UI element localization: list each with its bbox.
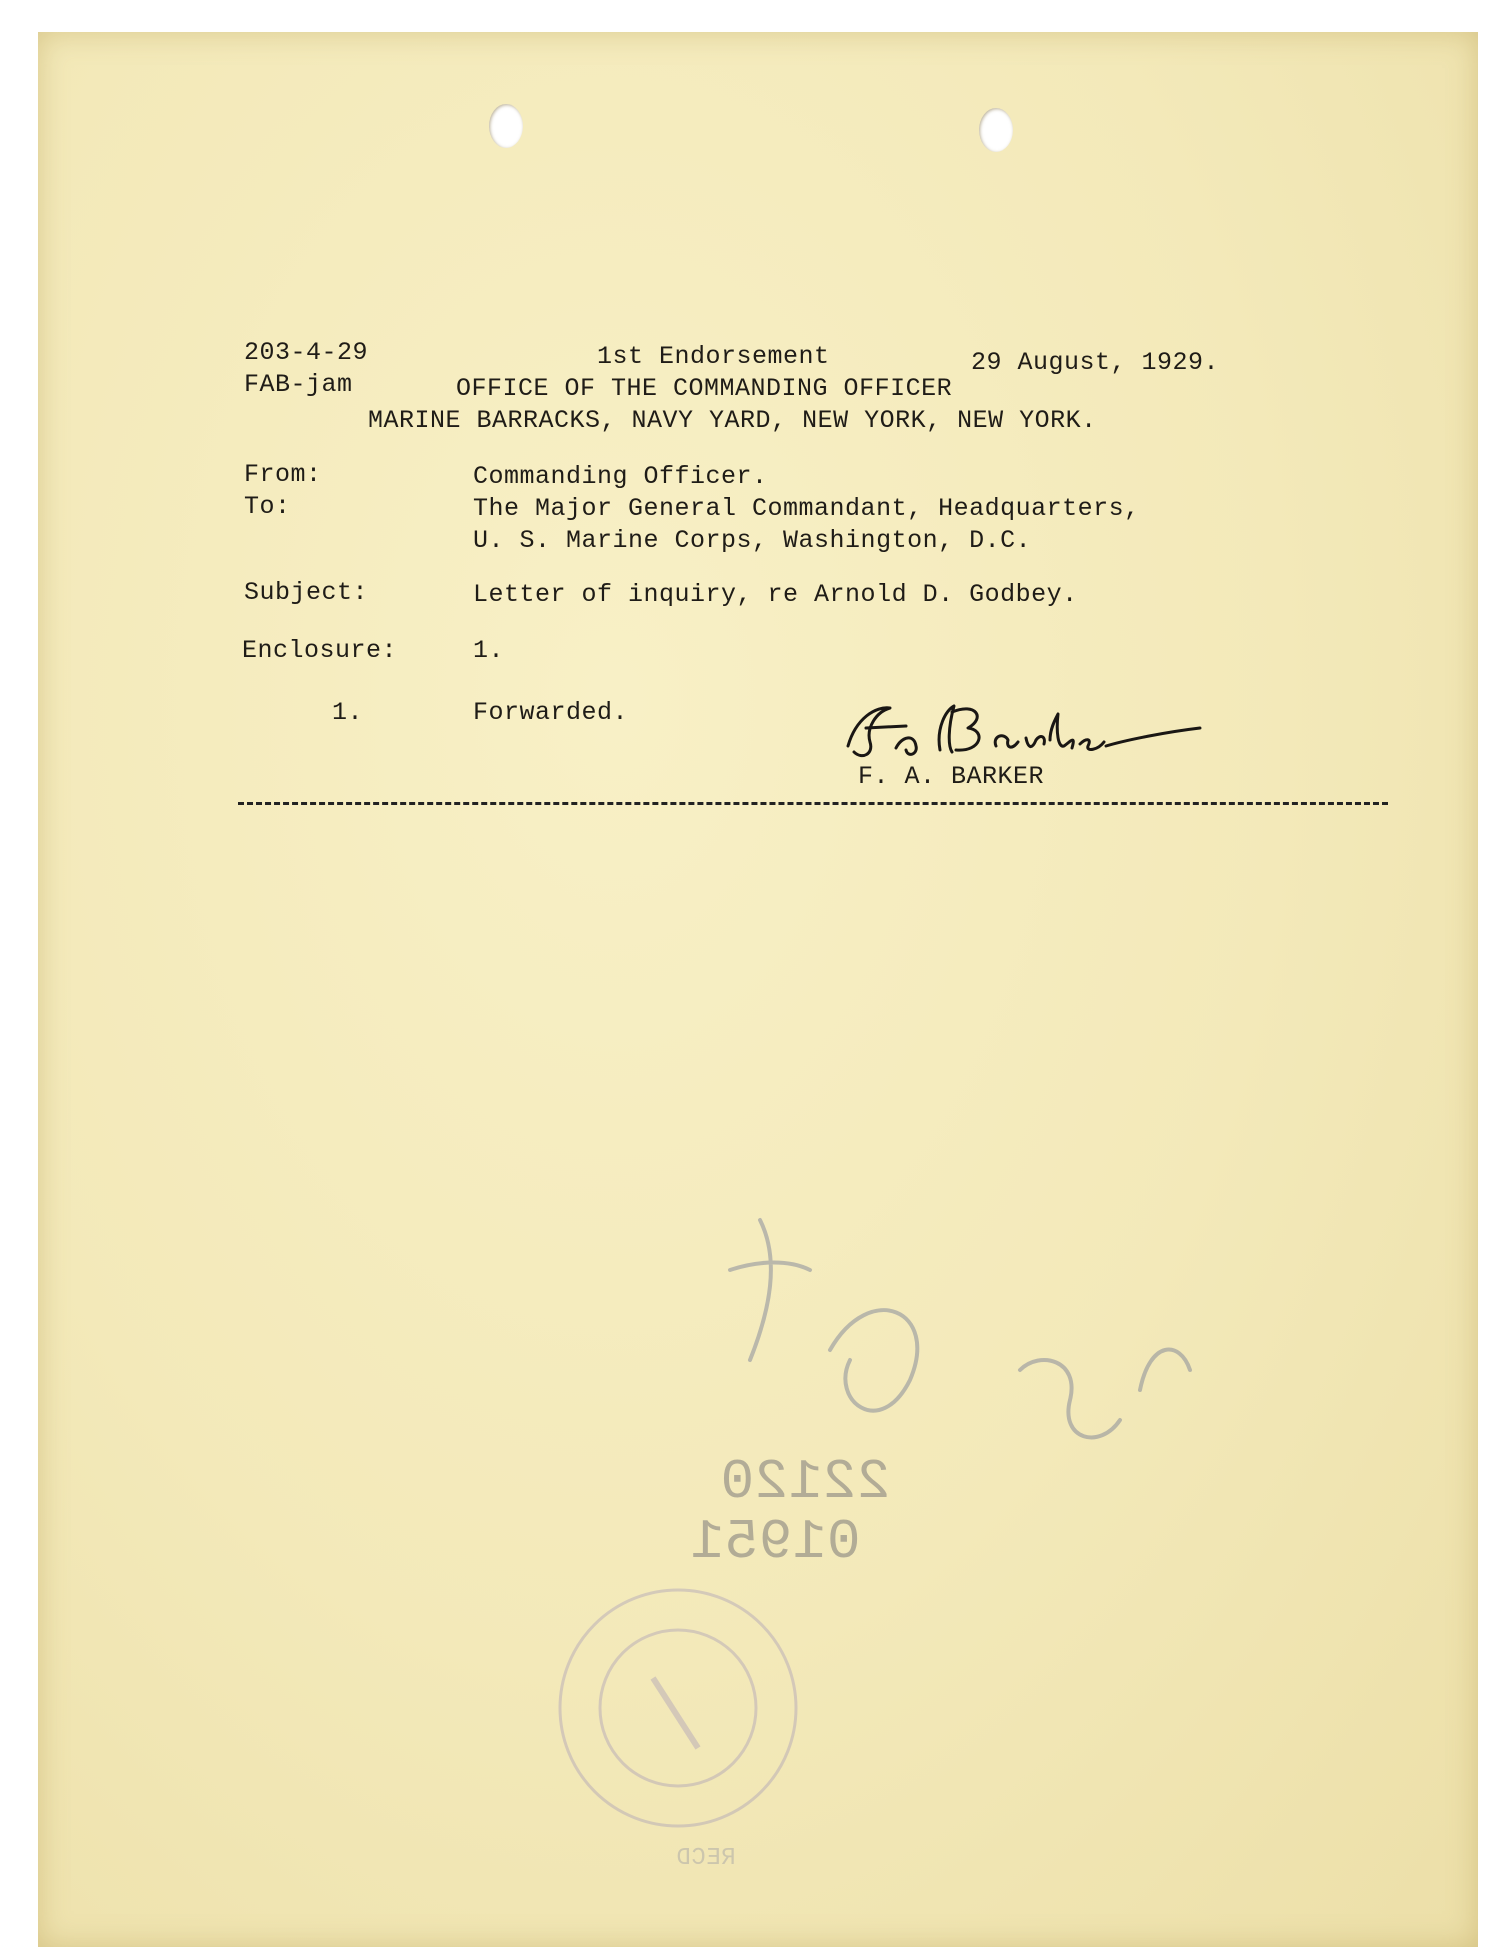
office-location: MARINE BARRACKS, NAVY YARD, NEW YORK, NEW YORK. xyxy=(368,406,1097,435)
stamp-label: RECD xyxy=(676,1845,736,1872)
paragraph-number: 1. xyxy=(332,698,364,727)
separator-line xyxy=(238,802,1388,805)
office-title: OFFICE OF THE COMMANDING OFFICER xyxy=(456,374,953,403)
enclosure-label: Enclosure: xyxy=(242,636,398,665)
to-line-2: U. S. Marine Corps, Washington, D.C. xyxy=(473,526,1032,555)
file-number: 203-4-29 xyxy=(244,338,369,367)
show-through-number-1: 22120 xyxy=(720,1450,891,1514)
typed-signature-name: F. A. BARKER xyxy=(858,762,1045,791)
subject-value: Letter of inquiry, re Arnold D. Godbey. xyxy=(473,580,1078,609)
typist-initials: FAB-jam xyxy=(244,370,353,399)
from-label: From: xyxy=(244,460,322,489)
to-line-1: The Major General Commandant, Headquarters, xyxy=(473,494,1140,523)
endorsement-title: 1st Endorsement xyxy=(597,342,830,371)
punch-hole-left xyxy=(489,104,523,148)
show-through-number-2: 01951 xyxy=(690,1510,861,1574)
subject-label: Subject: xyxy=(244,578,369,607)
received-stamp xyxy=(548,1578,808,1838)
to-label: To: xyxy=(244,492,291,521)
punch-hole-right xyxy=(979,108,1013,152)
paragraph-text: Forwarded. xyxy=(473,698,629,727)
from-value: Commanding Officer. xyxy=(473,462,768,491)
enclosure-value: 1. xyxy=(473,636,505,665)
endorsement-date: 29 August, 1929. xyxy=(971,348,1220,377)
